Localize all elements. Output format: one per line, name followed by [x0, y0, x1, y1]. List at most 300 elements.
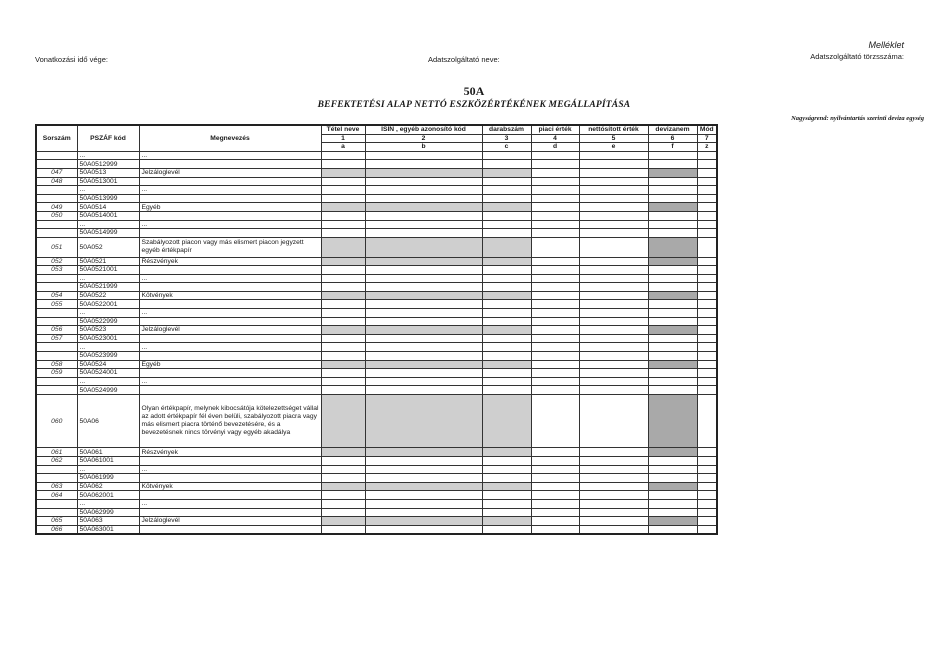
reference-date-label: Vonatkozási idő vége:: [35, 55, 108, 64]
row-value-cell: [579, 177, 648, 186]
row-value-cell: [648, 177, 697, 186]
row-value-cell: [531, 203, 579, 212]
row-value-cell: [365, 229, 482, 238]
row-number: [36, 377, 77, 386]
row-value-cell: [579, 160, 648, 169]
row-value-cell: [321, 160, 365, 169]
row-value-cell: [697, 283, 717, 292]
row-value-cell: [365, 151, 482, 160]
row-value-cell: [579, 386, 648, 395]
row-value-cell: [648, 283, 697, 292]
row-number: [36, 309, 77, 318]
row-name: Szabályozott piacon vagy más elismert piacon jegyzett egyéb értékpapír: [139, 237, 321, 257]
colletter-d: d: [531, 143, 579, 152]
row-value-cell: [531, 168, 579, 177]
row-value-cell: [482, 465, 531, 474]
table-row: [36, 317, 717, 326]
row-value-cell: [697, 517, 717, 526]
row-value-cell: [697, 266, 717, 275]
row-value-cell: [321, 448, 365, 457]
row-value-cell: [579, 334, 648, 343]
row-pszaf-code: 50A0513: [77, 168, 139, 177]
row-value-cell: [321, 229, 365, 238]
row-value-cell: [482, 508, 531, 517]
row-pszaf-code: 50A0512999: [77, 160, 139, 169]
row-value-cell: [482, 203, 531, 212]
row-value-cell: [697, 508, 717, 517]
row-value-cell: [321, 525, 365, 534]
row-value-cell: [365, 168, 482, 177]
table-row: [36, 203, 717, 212]
row-value-cell: [579, 168, 648, 177]
row-value-cell: [579, 220, 648, 229]
row-value-cell: [531, 291, 579, 300]
row-number: 053: [36, 266, 77, 275]
row-value-cell: [648, 266, 697, 275]
row-value-cell: [365, 203, 482, 212]
row-value-cell: [697, 465, 717, 474]
row-value-cell: [531, 317, 579, 326]
row-value-cell: [531, 326, 579, 335]
table-row: [36, 499, 717, 508]
row-name: [139, 300, 321, 309]
row-value-cell: [321, 474, 365, 483]
row-value-cell: [531, 482, 579, 491]
table-row: [36, 257, 717, 266]
row-value-cell: [648, 491, 697, 500]
row-value-cell: [697, 352, 717, 361]
row-value-cell: [365, 343, 482, 352]
row-value-cell: [648, 474, 697, 483]
row-name: Jelzáloglevél: [139, 168, 321, 177]
annex-header: [810, 40, 904, 61]
row-value-cell: [321, 377, 365, 386]
row-name: ...: [139, 465, 321, 474]
colnum-2: 2: [365, 134, 482, 143]
row-value-cell: [697, 491, 717, 500]
row-name: ...: [139, 309, 321, 318]
row-value-cell: [321, 168, 365, 177]
colletter-f: f: [648, 143, 697, 152]
colletter-b: b: [365, 143, 482, 152]
row-value-cell: [531, 274, 579, 283]
row-name: ...: [139, 220, 321, 229]
row-value-cell: [648, 448, 697, 457]
row-pszaf-code: ...: [77, 151, 139, 160]
row-pszaf-code: ...: [77, 343, 139, 352]
row-value-cell: [579, 457, 648, 466]
row-value-cell: [579, 257, 648, 266]
row-pszaf-code: 50A0522001: [77, 300, 139, 309]
row-value-cell: [697, 211, 717, 220]
report-title: BEFEKTETÉSI ALAP NETTÓ ESZKÖZÉRTÉKÉNEK MEGÁLLAPÍTÁSA: [317, 100, 631, 110]
row-value-cell: [579, 491, 648, 500]
row-number: 057: [36, 334, 77, 343]
row-pszaf-code: 50A061001: [77, 457, 139, 466]
row-value-cell: [321, 203, 365, 212]
table-row: [36, 448, 717, 457]
row-value-cell: [482, 151, 531, 160]
colnum-5: 5: [579, 134, 648, 143]
row-value-cell: [531, 266, 579, 275]
row-name: Egyéb: [139, 360, 321, 369]
table-row: [36, 177, 717, 186]
row-value-cell: [321, 517, 365, 526]
row-value-cell: [648, 168, 697, 177]
row-value-cell: [321, 334, 365, 343]
row-value-cell: [648, 291, 697, 300]
row-value-cell: [697, 194, 717, 203]
row-value-cell: [648, 194, 697, 203]
colnum-4: 4: [531, 134, 579, 143]
row-value-cell: [531, 220, 579, 229]
header-col-7: Mód: [697, 125, 717, 134]
row-name: [139, 352, 321, 361]
row-value-cell: [579, 300, 648, 309]
row-value-cell: [482, 194, 531, 203]
colletter-e: e: [579, 143, 648, 152]
row-number: 052: [36, 257, 77, 266]
row-number: [36, 160, 77, 169]
row-pszaf-code: ...: [77, 377, 139, 386]
row-value-cell: [482, 283, 531, 292]
row-value-cell: [531, 229, 579, 238]
row-value-cell: [321, 395, 365, 448]
row-value-cell: [365, 274, 482, 283]
colletter-c: c: [482, 143, 531, 152]
row-value-cell: [579, 508, 648, 517]
row-pszaf-code: 50A0514001: [77, 211, 139, 220]
row-name: [139, 508, 321, 517]
row-value-cell: [697, 395, 717, 448]
row-value-cell: [531, 309, 579, 318]
row-value-cell: [531, 491, 579, 500]
table-row: [36, 160, 717, 169]
row-value-cell: [365, 334, 482, 343]
row-pszaf-code: 50A0522: [77, 291, 139, 300]
row-value-cell: [648, 326, 697, 335]
row-number: 049: [36, 203, 77, 212]
row-value-cell: [648, 395, 697, 448]
row-value-cell: [482, 525, 531, 534]
row-number: [36, 508, 77, 517]
row-pszaf-code: 50A0521999: [77, 283, 139, 292]
row-value-cell: [697, 160, 717, 169]
table-row: [36, 377, 717, 386]
colletter-a: a: [321, 143, 365, 152]
row-value-cell: [482, 160, 531, 169]
row-value-cell: [579, 237, 648, 257]
row-value-cell: [365, 369, 482, 378]
table-row: [36, 517, 717, 526]
row-value-cell: [365, 525, 482, 534]
row-value-cell: [321, 257, 365, 266]
row-number: 048: [36, 177, 77, 186]
row-value-cell: [482, 369, 531, 378]
row-value-cell: [697, 457, 717, 466]
row-pszaf-code: 50A0521001: [77, 266, 139, 275]
row-value-cell: [482, 395, 531, 448]
nav-table: [35, 124, 718, 535]
row-value-cell: [531, 160, 579, 169]
colnum-6: 6: [648, 134, 697, 143]
row-number: 060: [36, 395, 77, 448]
row-value-cell: [321, 465, 365, 474]
table-row: [36, 369, 717, 378]
table-row: [36, 474, 717, 483]
row-name: [139, 386, 321, 395]
row-value-cell: [482, 186, 531, 195]
table-row: [36, 168, 717, 177]
row-value-cell: [531, 300, 579, 309]
row-value-cell: [365, 465, 482, 474]
row-value-cell: [365, 474, 482, 483]
table-row: [36, 326, 717, 335]
row-value-cell: [697, 334, 717, 343]
row-number: 058: [36, 360, 77, 369]
row-value-cell: [579, 211, 648, 220]
row-value-cell: [365, 309, 482, 318]
row-value-cell: [648, 257, 697, 266]
row-value-cell: [482, 482, 531, 491]
row-value-cell: [365, 257, 482, 266]
row-name: ...: [139, 343, 321, 352]
row-value-cell: [579, 203, 648, 212]
row-value-cell: [482, 360, 531, 369]
row-value-cell: [579, 343, 648, 352]
row-value-cell: [365, 266, 482, 275]
table-row: [36, 211, 717, 220]
row-value-cell: [321, 211, 365, 220]
colnum-1: 1: [321, 134, 365, 143]
row-value-cell: [531, 283, 579, 292]
row-value-cell: [482, 177, 531, 186]
row-value-cell: [365, 499, 482, 508]
table-row: [36, 194, 717, 203]
row-value-cell: [648, 203, 697, 212]
row-number: [36, 229, 77, 238]
row-name: [139, 177, 321, 186]
row-value-cell: [365, 160, 482, 169]
row-value-cell: [579, 186, 648, 195]
row-value-cell: [648, 220, 697, 229]
row-value-cell: [579, 266, 648, 275]
row-value-cell: [531, 465, 579, 474]
row-number: [36, 343, 77, 352]
row-number: 055: [36, 300, 77, 309]
row-pszaf-code: ...: [77, 465, 139, 474]
row-value-cell: [482, 457, 531, 466]
annex-label: Melléklet: [868, 40, 904, 50]
row-value-cell: [697, 474, 717, 483]
table-row: [36, 360, 717, 369]
row-value-cell: [697, 482, 717, 491]
table-row: [36, 266, 717, 275]
row-value-cell: [531, 194, 579, 203]
table-header: [36, 125, 717, 151]
row-value-cell: [579, 499, 648, 508]
row-value-cell: [648, 274, 697, 283]
table-row: [36, 300, 717, 309]
row-pszaf-code: ...: [77, 186, 139, 195]
row-value-cell: [321, 177, 365, 186]
row-number: 054: [36, 291, 77, 300]
row-value-cell: [579, 395, 648, 448]
row-value-cell: [365, 186, 482, 195]
row-value-cell: [697, 386, 717, 395]
row-value-cell: [321, 326, 365, 335]
row-name: Jelzáloglevél: [139, 517, 321, 526]
row-number: [36, 194, 77, 203]
row-value-cell: [579, 448, 648, 457]
row-number: [36, 283, 77, 292]
row-pszaf-code: ...: [77, 499, 139, 508]
row-value-cell: [482, 317, 531, 326]
row-value-cell: [531, 499, 579, 508]
row-value-cell: [579, 229, 648, 238]
row-value-cell: [365, 317, 482, 326]
row-value-cell: [321, 151, 365, 160]
provider-id-label: Adatszolgáltató törzsszáma:: [810, 52, 904, 61]
table-row: [36, 395, 717, 448]
row-value-cell: [365, 177, 482, 186]
row-value-cell: [579, 525, 648, 534]
table-row: [36, 334, 717, 343]
row-value-cell: [648, 386, 697, 395]
row-value-cell: [531, 352, 579, 361]
row-name: Részvények: [139, 448, 321, 457]
table-row: [36, 229, 717, 238]
row-value-cell: [321, 457, 365, 466]
row-value-cell: [531, 517, 579, 526]
header-name: Megnevezés: [139, 125, 321, 151]
unit-note: Nagyságrend: nyilvántartás szerinti deviza egység: [791, 115, 924, 122]
row-value-cell: [321, 352, 365, 361]
row-value-cell: [482, 474, 531, 483]
row-value-cell: [321, 274, 365, 283]
row-value-cell: [321, 386, 365, 395]
row-pszaf-code: 50A0524999: [77, 386, 139, 395]
row-pszaf-code: 50A061999: [77, 474, 139, 483]
table-row: [36, 343, 717, 352]
row-value-cell: [531, 369, 579, 378]
table-row: [36, 465, 717, 474]
row-value-cell: [321, 317, 365, 326]
row-value-cell: [365, 211, 482, 220]
row-value-cell: [482, 448, 531, 457]
row-value-cell: [482, 334, 531, 343]
row-value-cell: [365, 220, 482, 229]
row-number: 047: [36, 168, 77, 177]
row-value-cell: [365, 377, 482, 386]
row-value-cell: [482, 300, 531, 309]
row-pszaf-code: 50A0513001: [77, 177, 139, 186]
header-pszaf-code: PSZÁF kód: [77, 125, 139, 151]
row-value-cell: [365, 517, 482, 526]
row-value-cell: [579, 482, 648, 491]
row-number: [36, 220, 77, 229]
row-value-cell: [648, 160, 697, 169]
row-pszaf-code: 50A0524: [77, 360, 139, 369]
row-value-cell: [365, 386, 482, 395]
row-value-cell: [531, 508, 579, 517]
row-number: 065: [36, 517, 77, 526]
row-value-cell: [697, 274, 717, 283]
row-pszaf-code: 50A0514999: [77, 229, 139, 238]
row-value-cell: [321, 482, 365, 491]
row-value-cell: [697, 300, 717, 309]
row-number: [36, 386, 77, 395]
row-value-cell: [482, 237, 531, 257]
report-code: 50A: [463, 84, 485, 98]
row-value-cell: [648, 482, 697, 491]
row-value-cell: [482, 257, 531, 266]
row-pszaf-code: 50A052: [77, 237, 139, 257]
row-value-cell: [648, 465, 697, 474]
row-name: ...: [139, 186, 321, 195]
row-value-cell: [365, 491, 482, 500]
row-number: [36, 317, 77, 326]
row-value-cell: [648, 517, 697, 526]
row-value-cell: [531, 448, 579, 457]
row-name: [139, 160, 321, 169]
row-value-cell: [648, 300, 697, 309]
row-value-cell: [648, 186, 697, 195]
row-value-cell: [482, 352, 531, 361]
row-number: 059: [36, 369, 77, 378]
header-col-5: nettósított érték: [579, 125, 648, 134]
row-value-cell: [482, 291, 531, 300]
row-value-cell: [482, 499, 531, 508]
row-value-cell: [648, 334, 697, 343]
row-number: 061: [36, 448, 77, 457]
row-value-cell: [531, 343, 579, 352]
row-value-cell: [697, 343, 717, 352]
row-value-cell: [321, 283, 365, 292]
row-value-cell: [648, 508, 697, 517]
row-value-cell: [531, 525, 579, 534]
row-value-cell: [579, 474, 648, 483]
row-name: Kötvények: [139, 482, 321, 491]
row-value-cell: [531, 395, 579, 448]
row-value-cell: [321, 499, 365, 508]
row-value-cell: [579, 465, 648, 474]
row-name: ...: [139, 274, 321, 283]
row-value-cell: [531, 257, 579, 266]
header-col-1: Tétel neve: [321, 125, 365, 134]
row-name: [139, 369, 321, 378]
row-value-cell: [482, 211, 531, 220]
header-sorszam: Sorszám: [36, 125, 77, 151]
row-pszaf-code: ...: [77, 274, 139, 283]
row-name: [139, 283, 321, 292]
row-value-cell: [365, 508, 482, 517]
row-name: Kötvények: [139, 291, 321, 300]
row-value-cell: [482, 343, 531, 352]
row-name: [139, 229, 321, 238]
row-value-cell: [579, 317, 648, 326]
row-value-cell: [321, 369, 365, 378]
row-pszaf-code: 50A061: [77, 448, 139, 457]
row-value-cell: [648, 211, 697, 220]
row-value-cell: [648, 377, 697, 386]
table-row: [36, 309, 717, 318]
row-value-cell: [531, 211, 579, 220]
row-value-cell: [579, 377, 648, 386]
row-name: [139, 194, 321, 203]
row-pszaf-code: 50A0513999: [77, 194, 139, 203]
row-value-cell: [321, 309, 365, 318]
